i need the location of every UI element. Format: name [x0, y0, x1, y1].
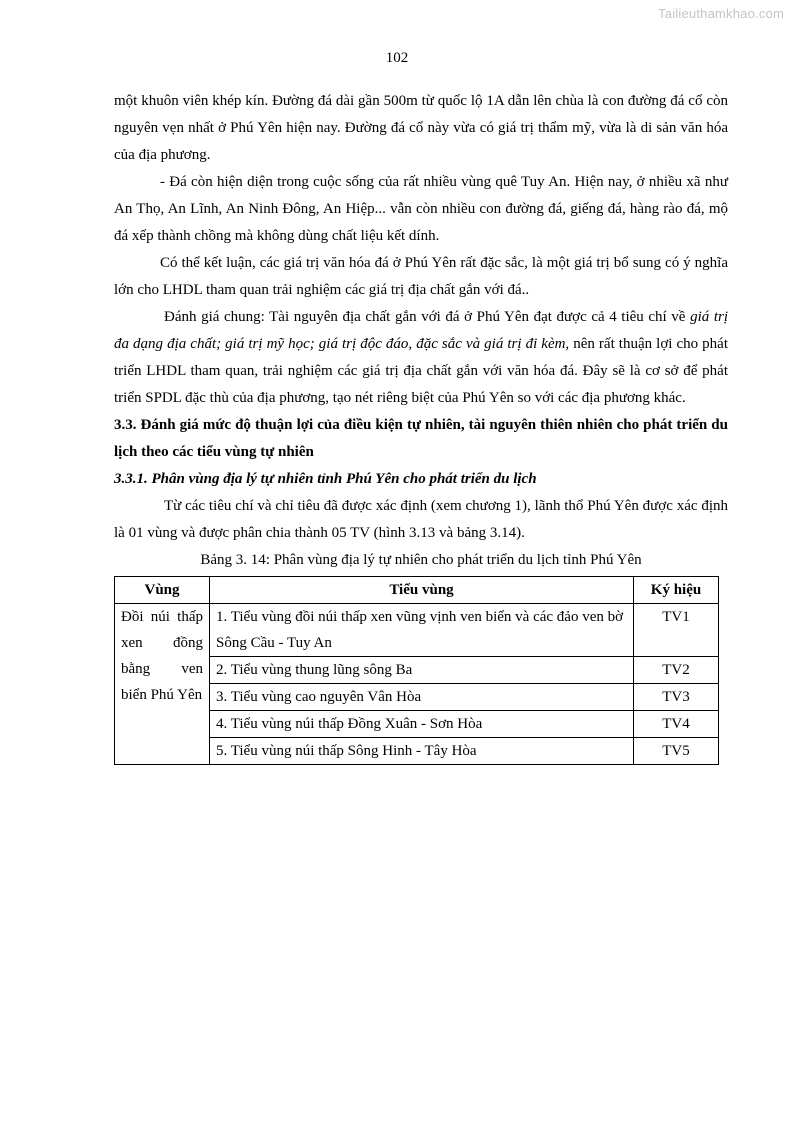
- paragraph-4: [114, 304, 728, 412]
- code-cell: TV3: [634, 684, 719, 711]
- header-subregion: Tiểu vùng: [210, 577, 634, 604]
- code-cell: TV4: [634, 711, 719, 738]
- paragraph-4-italic: giá trị đa dạng địa chất; giá trị mỹ học; giá trị độc đáo, đặc sắc và giá trị đi kèm,: [114, 309, 728, 352]
- section-heading-3-3-1: 3.3.1. Phân vùng địa lý tự nhiên tỉnh Phú Yên cho phát triển du lịch: [114, 471, 537, 487]
- subregion-cell: 2. Tiểu vùng thung lũng sông Ba: [210, 657, 634, 684]
- paragraph-2: - Đá còn hiện diện trong cuộc sống của rất nhiều vùng quê Tuy An. Hiện nay, ở nhiều xã như An Thọ, An Lĩnh, An Ninh Đông, An Hiệp... vẫn còn nhiều con đường đá, giếng đá, hàng rào đá, mộ đá xếp thành chồng mà không dùng chất liệu kết dính.: [114, 174, 728, 244]
- table-row: [115, 604, 719, 657]
- watermark: Tailieuthamkhao.com: [658, 6, 784, 21]
- paragraph-1: một khuôn viên khép kín. Đường đá dài gần 500m từ quốc lộ 1A dẫn lên chùa là con đường đá cổ còn nguyên vẹn nhất ở Phú Yên hiện nay. Đường đá cổ này vừa có giá trị thẩm mỹ, vừa là di sản văn hóa của địa phương.: [114, 93, 728, 163]
- subregion-cell: 3. Tiểu vùng cao nguyên Vân Hòa: [210, 684, 634, 711]
- paragraph-5: Từ các tiêu chí và chỉ tiêu đã được xác định (xem chương 1), lãnh thổ Phú Yên được xác định là 01 vùng và được phân chia thành 05 TV (hình 3.13 và bảng 3.14).: [114, 498, 728, 541]
- table-header-row: [115, 577, 719, 604]
- section-heading-3-3: 3.3. Đánh giá mức độ thuận lợi của điều kiện tự nhiên, tài nguyên thiên nhiên cho phát triển du lịch theo các tiểu vùng tự nhiên: [114, 417, 728, 460]
- table-caption: Bảng 3. 14: Phân vùng địa lý tự nhiên cho phát triển du lịch tỉnh Phú Yên: [200, 552, 642, 568]
- paragraph-3: Có thể kết luận, các giá trị văn hóa đá ở Phú Yên rất đặc sắc, là một giá trị bổ sung có ý nghĩa lớn cho LHDL tham quan trải nghiệm các giá trị địa chất gắn với đá..: [114, 255, 728, 298]
- region-name: Đồi núi thấp xen đồng bằng ven biển Phú Yên: [121, 609, 203, 703]
- document-body: [114, 88, 728, 765]
- code-cell: TV1: [634, 604, 719, 657]
- header-code: Ký hiệu: [634, 577, 719, 604]
- paragraph-4-end: nên rất thuận lợi cho phát triển LHDL tham quan, trải nghiệm các giá trị địa chất gắn với văn hóa đá. Đây sẽ là cơ sở để phát triển SPDL đặc thù của địa phương, tạo nét riêng biệt của Phú Yên so với các địa phương khác.: [114, 336, 728, 406]
- subregion-cell: 5. Tiểu vùng núi thấp Sông Hinh - Tây Hòa: [210, 738, 634, 765]
- page-number: 102: [385, 50, 409, 66]
- regions-table: [114, 576, 719, 765]
- header-region: Vùng: [115, 577, 210, 604]
- subregion-cell: 4. Tiểu vùng núi thấp Đồng Xuân - Sơn Hòa: [210, 711, 634, 738]
- paragraph-4-start: Đánh giá chung: Tài nguyên địa chất gắn với đá ở Phú Yên đạt được cả 4 tiêu chí về: [164, 309, 691, 325]
- code-cell: TV5: [634, 738, 719, 765]
- subregion-cell: 1. Tiểu vùng đồi núi thấp xen vũng vịnh ven biển và các đảo ven bờ Sông Cầu - Tuy An: [210, 604, 634, 657]
- code-cell: TV2: [634, 657, 719, 684]
- region-cell: [115, 604, 210, 765]
